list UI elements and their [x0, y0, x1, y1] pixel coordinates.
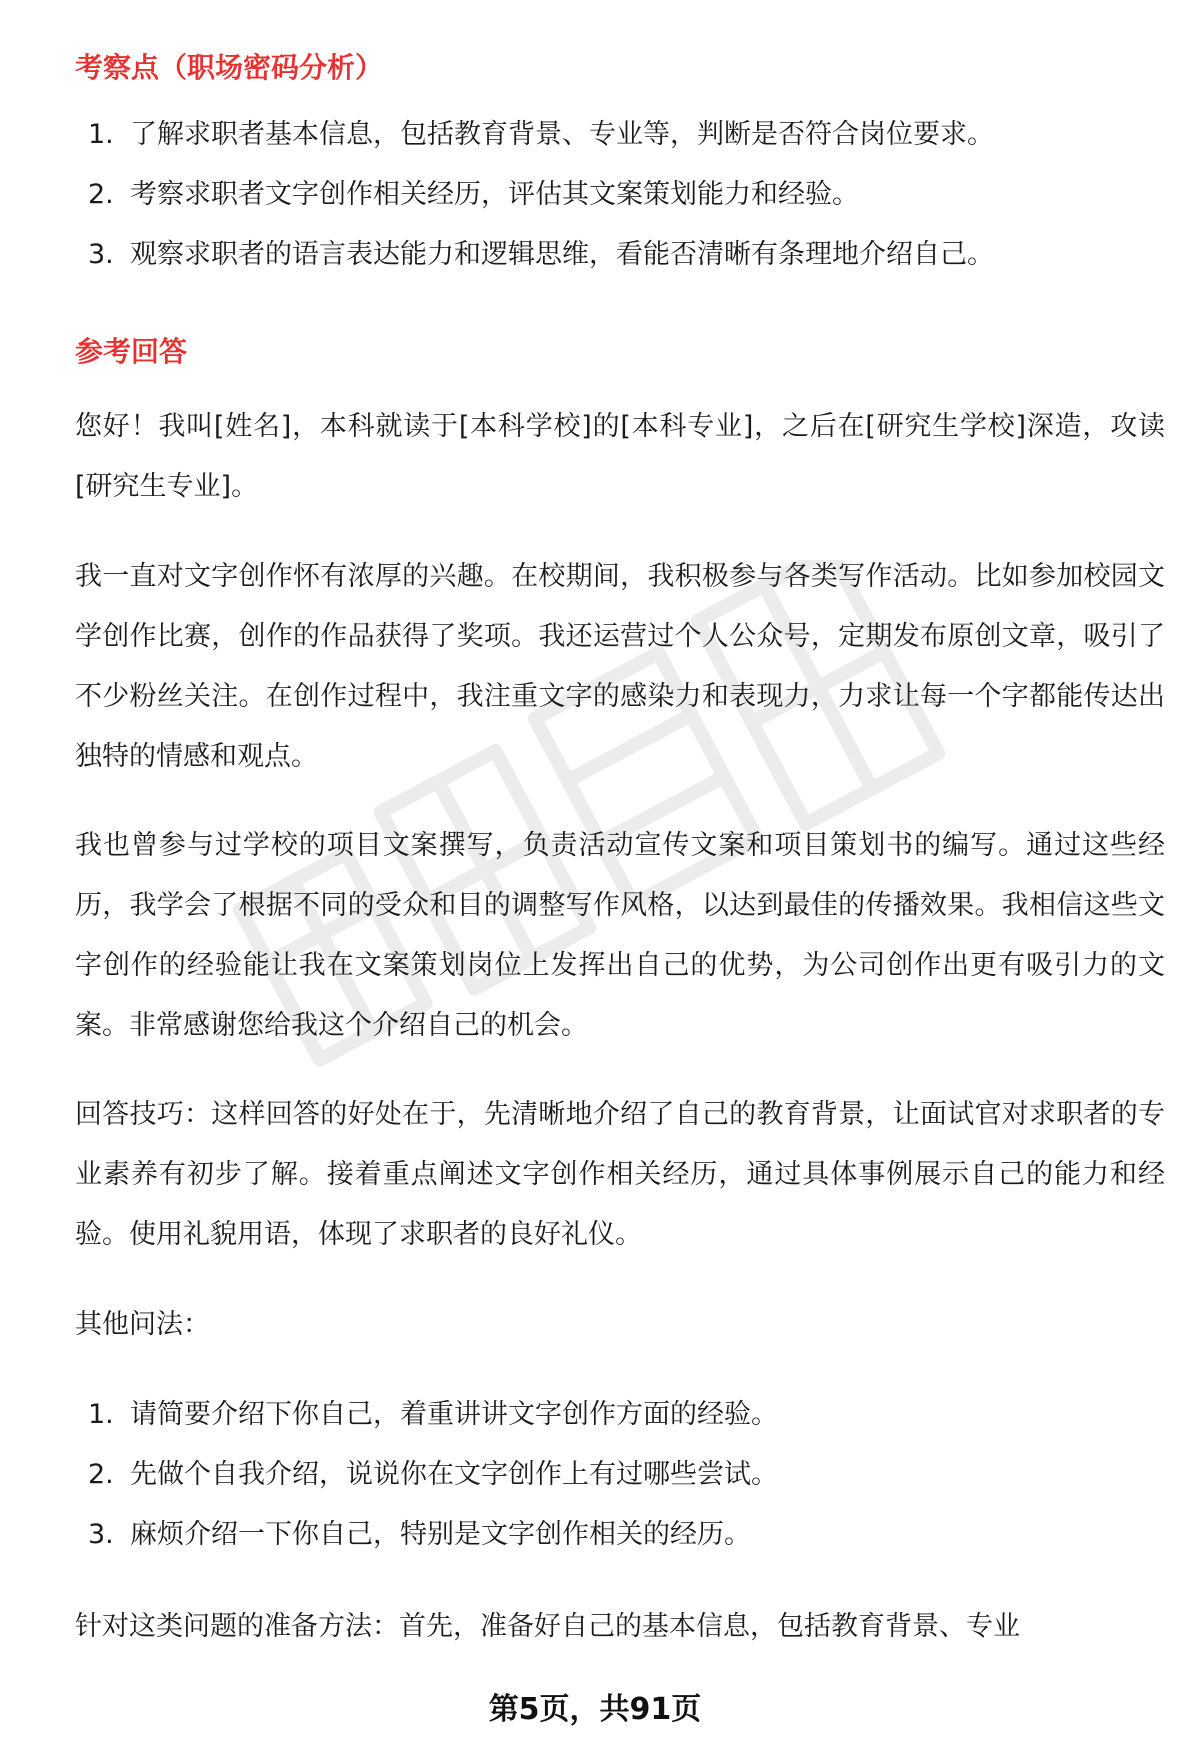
- list-item: [88, 1445, 778, 1505]
- list-item-number: 2.: [88, 1459, 114, 1490]
- list-item-number: 3.: [88, 1519, 114, 1550]
- list-item-text: 观察求职者的语言表达能力和逻辑思维，看能否清晰有条理地介绍自己。: [130, 239, 994, 270]
- list-item-text: 了解求职者基本信息，包括教育背景、专业等，判断是否符合岗位要求。: [130, 119, 994, 150]
- answer-paragraph-projects: 我也曾参与过学校的项目文案撰写，负责活动宣传文案和项目策划书的编写。通过这些经历，我学会了根据不同的受众和目的调整写作风格，以达到最佳的传播效果。我相信这些文字创作的经验能让我在文案策划岗位上发挥出自己的优势，为公司创作出更有吸引力的文案。非常感谢您给我这个介绍自己的机会。: [75, 830, 1165, 1041]
- exam-points-list: [88, 105, 994, 285]
- answer-paragraph-intro: 您好！我叫[姓名]，本科就读于[本科学校]的[本科专业]，之后在[研究生学校]深造，攻读[研究生专业]。: [75, 411, 1165, 502]
- other-questions-heading: 其他问法：: [75, 1309, 210, 1340]
- list-item: [88, 1385, 778, 1445]
- page-number: 第5页，共91页: [488, 1692, 702, 1727]
- list-item-text: 麻烦介绍一下你自己，特别是文字创作相关的经历。: [130, 1519, 751, 1550]
- list-item-text: 考察求职者文字创作相关经历，评估其文案策划能力和经验。: [130, 179, 859, 210]
- list-item: [88, 165, 994, 225]
- answer-paragraph-writing: 我一直对文字创作怀有浓厚的兴趣。在校期间，我积极参与各类写作活动。比如参加校园文学创作比赛，创作的作品获得了奖项。我还运营过个人公众号，定期发布原创文章，吸引了不少粉丝关注。在创作过程中，我注重文字的感染力和表现力，力求让每一个字都能传达出独特的情感和观点。: [75, 561, 1165, 772]
- list-item: [88, 225, 994, 285]
- list-item-text: 请简要介绍下你自己，着重讲讲文字创作方面的经验。: [130, 1399, 778, 1430]
- list-item-number: 1.: [88, 1399, 114, 1430]
- list-item: [88, 105, 994, 165]
- list-item-number: 2.: [88, 179, 114, 210]
- reference-answer-heading: 参考回答: [75, 335, 188, 368]
- answer-tips-paragraph: 回答技巧：这样回答的好处在于，先清晰地介绍了自己的教育背景，让面试官对求职者的专业素养有初步了解。接着重点阐述文字创作相关经历，通过具体事例展示自己的能力和经验。使用礼貌用语，体现了求职者的良好礼仪。: [75, 1099, 1165, 1250]
- list-item: [88, 1505, 778, 1565]
- other-questions-list: [88, 1385, 778, 1565]
- list-item-number: 3.: [88, 239, 114, 270]
- exam-points-heading: 考察点（职场密码分析）: [75, 51, 384, 84]
- list-item-number: 1.: [88, 119, 114, 150]
- list-item-text: 先做个自我介绍，说说你在文字创作上有过哪些尝试。: [130, 1459, 778, 1490]
- preparation-paragraph: 针对这类问题的准备方法：首先，准备好自己的基本信息，包括教育背景、专业: [75, 1611, 1020, 1642]
